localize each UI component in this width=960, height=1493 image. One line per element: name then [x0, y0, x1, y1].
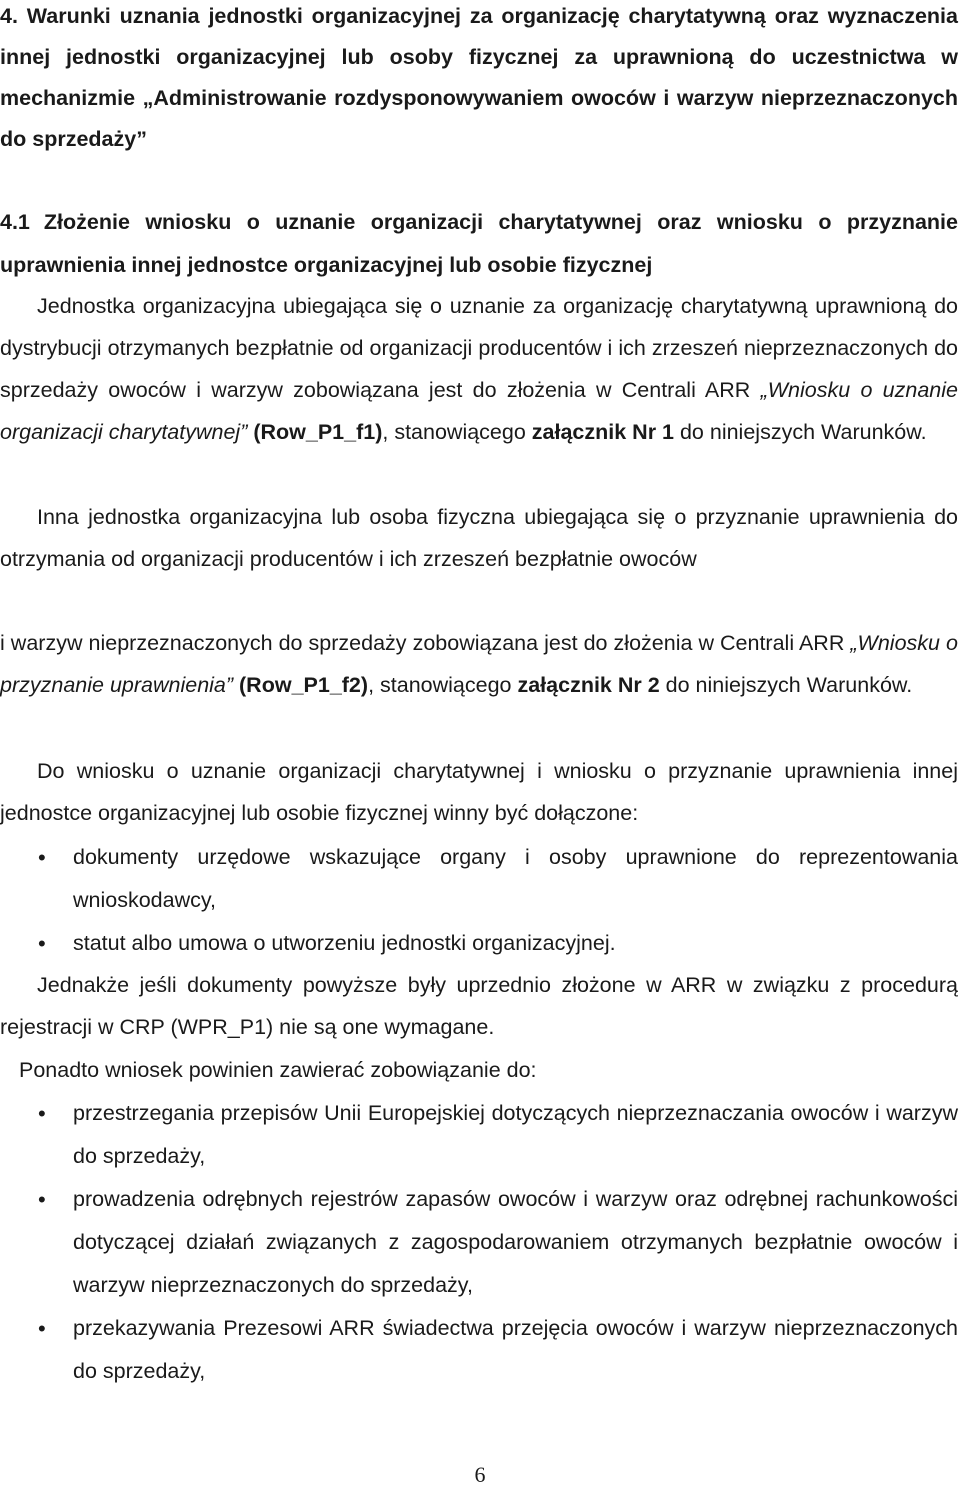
section-4-title: Warunki uznania jednostki organizacyjnej za organizację charytatywną oraz wyznaczenia innej jednostki organizacyjnej lub osoby fizycznej za uprawnioną do uczestnictwa w mechanizmie „Administrowanie rozdysponowywaniem owoców i warzyw nieprzeznaczonych do sprzedaży” — [0, 4, 958, 151]
bullet-icon: • — [38, 845, 46, 870]
bullet-icon: • — [38, 1187, 46, 1212]
paragraph-text: do niniejszych Warunków. — [674, 420, 927, 444]
list-item — [0, 836, 958, 922]
section-4-number: 4. — [0, 4, 18, 28]
list-item-text: przekazywania Prezesowi ARR świadectwa przejęcia owoców i warzyw nieprzeznaczonych do sprzedaży, — [73, 1316, 958, 1383]
paragraph-exemption — [0, 964, 958, 1048]
section-4-1-title: Złożenie wniosku o uznanie organizacji charytatywnej oraz wniosku o przyznanie uprawnienia innej jednostce organizacyjnej lub osobie fizycznej — [0, 210, 958, 277]
list-item — [0, 1092, 958, 1178]
paragraph-text: Jednakże jeśli dokumenty powyższe były uprzednio złożone w ARR w związku z procedurą rejestracji w CRP (WPR_P1) nie są one wymagane. — [0, 973, 958, 1039]
list-item — [0, 1178, 958, 1307]
paragraph-text: , stanowiącego — [382, 420, 532, 444]
paragraph-text: Do wniosku o uznanie organizacji charytatywnej i wniosku o przyznanie uprawnienia innej jednostce organizacyjnej lub osobie fizycznej winny być dołączone: — [0, 759, 958, 825]
list-item-text: przestrzegania przepisów Unii Europejskiej dotyczących nieprzeznaczania owoców i warzyw do sprzedaży, — [73, 1101, 958, 1168]
list-item-text: statut albo umowa o utworzeniu jednostki organizacyjnej. — [73, 931, 616, 955]
bullet-icon: • — [38, 931, 46, 956]
paragraph-text: Ponadto wniosek powinien zawierać zobowiązanie do: — [19, 1058, 537, 1082]
bullet-icon: • — [38, 1101, 46, 1126]
list-item — [0, 1307, 958, 1393]
paragraph-text: Inna jednostka organizacyjna lub osoba fizyczna ubiegająca się o przyznanie uprawnienia do otrzymania od organizacji producentów i ich zrzeszeń bezpłatnie owoców — [0, 505, 958, 571]
paragraph-text: Jednostka organizacyjna ubiegająca się o uznanie za organizację charytatywną uprawnioną do dystrybucji otrzymanych bezpłatnie od organizacji producentów i ich zrzeszeń nieprzeznaczonych do sprzedaży owoców i warzyw zobowiązana jest do złożenia w Centrali ARR — [0, 294, 958, 402]
form-title-charity: „Wniosku o uznanie organizacji charytatywnej” — [0, 378, 958, 444]
bullet-icon: • — [38, 1316, 46, 1341]
attachment-reference-2: załącznik Nr 2 — [517, 673, 660, 697]
section-4-1-number: 4.1 — [0, 210, 30, 234]
paragraph-text: i warzyw nieprzeznaczonych do sprzedaży zobowiązana jest do złożenia w Centrali ARR — [0, 631, 851, 655]
section-4-heading — [0, 0, 958, 160]
form-title-entitlement: „Wniosku o przyznanie uprawnienia” — [0, 631, 958, 697]
paragraph-charity-application — [0, 285, 958, 453]
paragraph-entitlement-application — [0, 496, 958, 580]
attachment-reference-1: załącznik Nr 1 — [531, 420, 674, 444]
paragraph-text: do niniejszych Warunków. — [659, 673, 913, 697]
paragraph-commitments-intro — [0, 1049, 958, 1091]
paragraph-entitlement-continued — [0, 622, 958, 706]
page-number: 6 — [474, 1462, 486, 1487]
list-item-text: dokumenty urzędowe wskazujące organy i osoby uprawnione do reprezentowania wnioskodawcy, — [73, 845, 958, 912]
list-item — [0, 922, 958, 965]
paragraph-required-attachments — [0, 750, 958, 834]
form-code-f1: (Row_P1_f1) — [247, 420, 383, 444]
section-4-1-heading — [0, 201, 958, 287]
paragraph-text: , stanowiącego — [368, 673, 518, 697]
form-code-f2: (Row_P1_f2) — [233, 673, 369, 697]
list-item-text: prowadzenia odrębnych rejestrów zapasów owoców i warzyw oraz odrębnej rachunkowości dotyczącej działań związanych z zagospodarowaniem otrzymanych bezpłatnie owoców i warzyw nieprzeznaczonych do sprzedaży, — [73, 1187, 958, 1297]
